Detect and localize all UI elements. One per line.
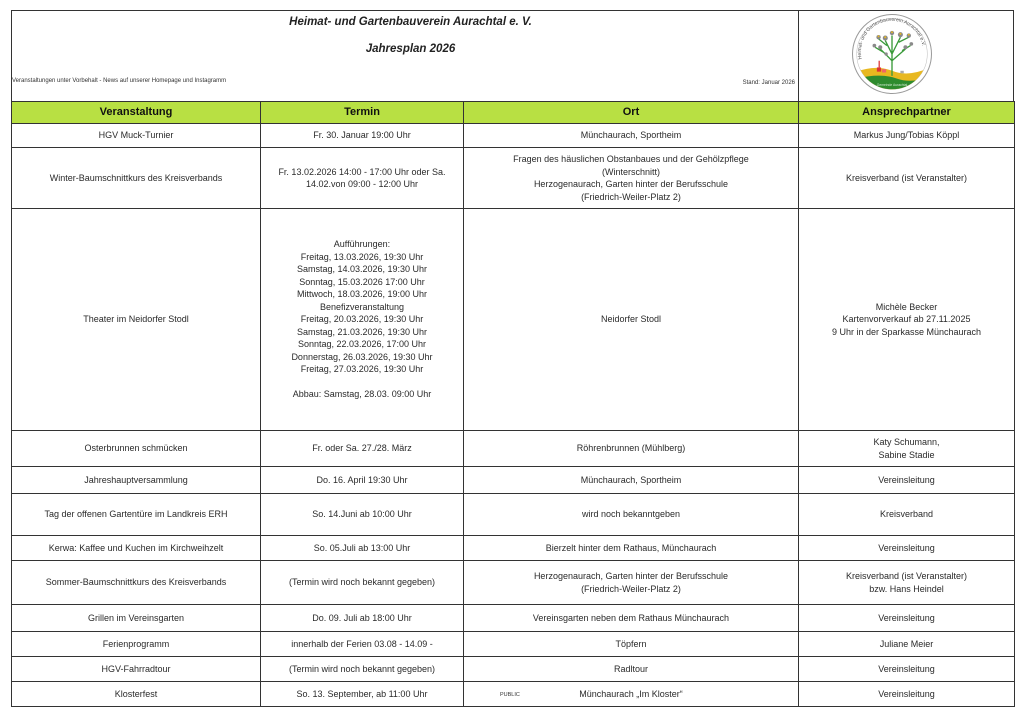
table-row (12, 467, 1015, 494)
column-header-ansprechpartner: Ansprechpartner (799, 102, 1015, 124)
disclaimer-note: Veranstaltungen unter Vorbehalt - News auf unserer Homepage und Instagramm (12, 78, 227, 84)
table-row (12, 632, 1015, 657)
events-table (11, 101, 1015, 707)
cell-ort-text: Münchaurach „Im Kloster“ (579, 688, 683, 699)
cell-veranstaltung: Klosterfest (12, 682, 261, 707)
cell-ansprechpartner: Katy Schumann, Sabine Stadie (799, 431, 1015, 467)
cell-ansprechpartner: Markus Jung/Tobias Köppl (799, 124, 1015, 148)
cell-veranstaltung: Osterbrunnen schmücken (12, 431, 261, 467)
cell-veranstaltung: HGV Muck-Turnier (12, 124, 261, 148)
stand-date: Stand: Januar 2026 (742, 80, 795, 86)
cell-termin: Fr. 30. Januar 19:00 Uhr (261, 124, 464, 148)
table-row (12, 124, 1015, 148)
cell-termin: Do. 09. Juli ab 18:00 Uhr (261, 605, 464, 632)
cell-veranstaltung: Grillen im Vereinsgarten (12, 605, 261, 632)
cell-ansprechpartner: Vereinsleitung (799, 467, 1015, 494)
cell-termin: So. 13. September, ab 11:00 Uhr (261, 682, 464, 707)
cell-veranstaltung: Winter-Baumschnittkurs des Kreisverbands (12, 148, 261, 209)
cell-termin: innerhalb der Ferien 03.08 - 14.09 - (261, 632, 464, 657)
cell-ort: Töpfern (464, 632, 799, 657)
cell-veranstaltung: Kerwa: Kaffee und Kuchen im Kirchweihzelt (12, 536, 261, 561)
table-row (12, 148, 1015, 209)
document-header (11, 10, 1014, 101)
cell-ansprechpartner: Vereinsleitung (799, 605, 1015, 632)
cell-ort: Bierzelt hinter dem Rathaus, Münchaurach (464, 536, 799, 561)
cell-termin: Aufführungen: Freitag, 13.03.2026, 19:30 Uhr Samstag, 14.03.2026, 19:30 Uhr Sonntag, 15.03.2026 17:00 Uhr Mittwoch, 18.03.2026, 19:00 Uhr Benefizveranstaltung Freitag, 20.03.2026, 19:30 Uhr Samstag, 21.03.2026, 19:30 Uhr Sonntag, 22.03.2026, 17:00 Uhr Donnerstag, 26.03.2026, 19:30 Uhr Freitag, 27.03.2026, 19:30 Uhr Abbau: Samstag, 28.03. 09:00 Uhr (261, 209, 464, 431)
plan-title-text: Jahresplan 2026 (365, 43, 456, 55)
table-row (12, 536, 1015, 561)
table-row (12, 682, 1015, 707)
column-header-veranstaltung: Veranstaltung (12, 102, 261, 124)
cell-ansprechpartner: Juliane Meier (799, 632, 1015, 657)
table-row (12, 657, 1015, 682)
table-row (12, 494, 1015, 536)
cell-ort: Herzogenaurach, Garten hinter der Berufsschule (Friedrich-Weiler-Platz 2) (464, 561, 799, 605)
cell-veranstaltung: Jahreshauptversammlung (12, 467, 261, 494)
cell-veranstaltung: Tag der offenen Gartentüre im Landkreis ERH (12, 494, 261, 536)
cell-ort: Röhrenbrunnen (Mühlberg) (464, 431, 799, 467)
column-header-ort: Ort (464, 102, 799, 124)
cell-termin: Do. 16. April 19:30 Uhr (261, 467, 464, 494)
cell-ansprechpartner: Michèle Becker Kartenvorverkauf ab 27.11.2025 9 Uhr in der Sparkasse Münchaurach (799, 209, 1015, 431)
cell-ort: Radltour (464, 657, 799, 682)
cell-ort: Neidorfer Stodl (464, 209, 799, 431)
cell-ort: Fragen des häuslichen Obstanbaues und der Gehölzpflege (Winterschnitt) Herzogenaurach, Garten hinter der Berufsschule (Friedrich-Weiler-Platz 2) (464, 148, 799, 209)
club-title-text: Heimat- und Gartenbauverein Aurachtal e. V. (289, 16, 532, 28)
cell-ansprechpartner: Kreisverband (ist Veranstalter) (799, 148, 1015, 209)
cell-ansprechpartner: Vereinsleitung (799, 536, 1015, 561)
cell-termin: So. 14.Juni ab 10:00 Uhr (261, 494, 464, 536)
table-row (12, 561, 1015, 605)
cell-ansprechpartner: Kreisverband (ist Veranstalter) bzw. Hans Heindel (799, 561, 1015, 605)
public-tag: PUBLIC (500, 692, 520, 698)
column-header-termin: Termin (261, 102, 464, 124)
logo-ring-text: Heimat- und Gartenbauverein Aurachtal e.V. (856, 16, 927, 60)
cell-termin: (Termin wird noch bekannt gegeben) (261, 561, 464, 605)
cell-termin: Fr. 13.02.2026 14:00 - 17:00 Uhr oder Sa. 14.02.von 09:00 - 12:00 Uhr (261, 148, 464, 209)
table-row (12, 209, 1015, 431)
cell-ort: Münchaurach, Sportheim (464, 467, 799, 494)
cell-ansprechpartner: Vereinsleitung (799, 657, 1015, 682)
logo-bottom-text: Gemeinde Aurachtal (876, 82, 908, 87)
club-logo (850, 12, 934, 96)
cell-ansprechpartner: Kreisverband (799, 494, 1015, 536)
table-row (12, 431, 1015, 467)
cell-ort (464, 682, 799, 707)
cell-termin: So. 05.Juli ab 13:00 Uhr (261, 536, 464, 561)
cell-termin: Fr. oder Sa. 27./28. März (261, 431, 464, 467)
cell-ansprechpartner: Vereinsleitung (799, 682, 1015, 707)
cell-ort: Vereinsgarten neben dem Rathaus Münchaurach (464, 605, 799, 632)
cell-ort: Münchaurach, Sportheim (464, 124, 799, 148)
table-row (12, 605, 1015, 632)
title-box (12, 11, 799, 102)
cell-veranstaltung: Sommer-Baumschnittkurs des Kreisverbands (12, 561, 261, 605)
cell-veranstaltung: Theater im Neidorfer Stodl (12, 209, 261, 431)
plan-title (12, 43, 799, 55)
cell-ort: wird noch bekanntgeben (464, 494, 799, 536)
club-title (12, 16, 799, 28)
cell-termin: (Termin wird noch bekannt gegeben) (261, 657, 464, 682)
cell-veranstaltung: HGV-Fahrradtour (12, 657, 261, 682)
table-header-row (12, 102, 1015, 124)
cell-veranstaltung: Ferienprogramm (12, 632, 261, 657)
jahresplan-sheet (11, 10, 1014, 707)
